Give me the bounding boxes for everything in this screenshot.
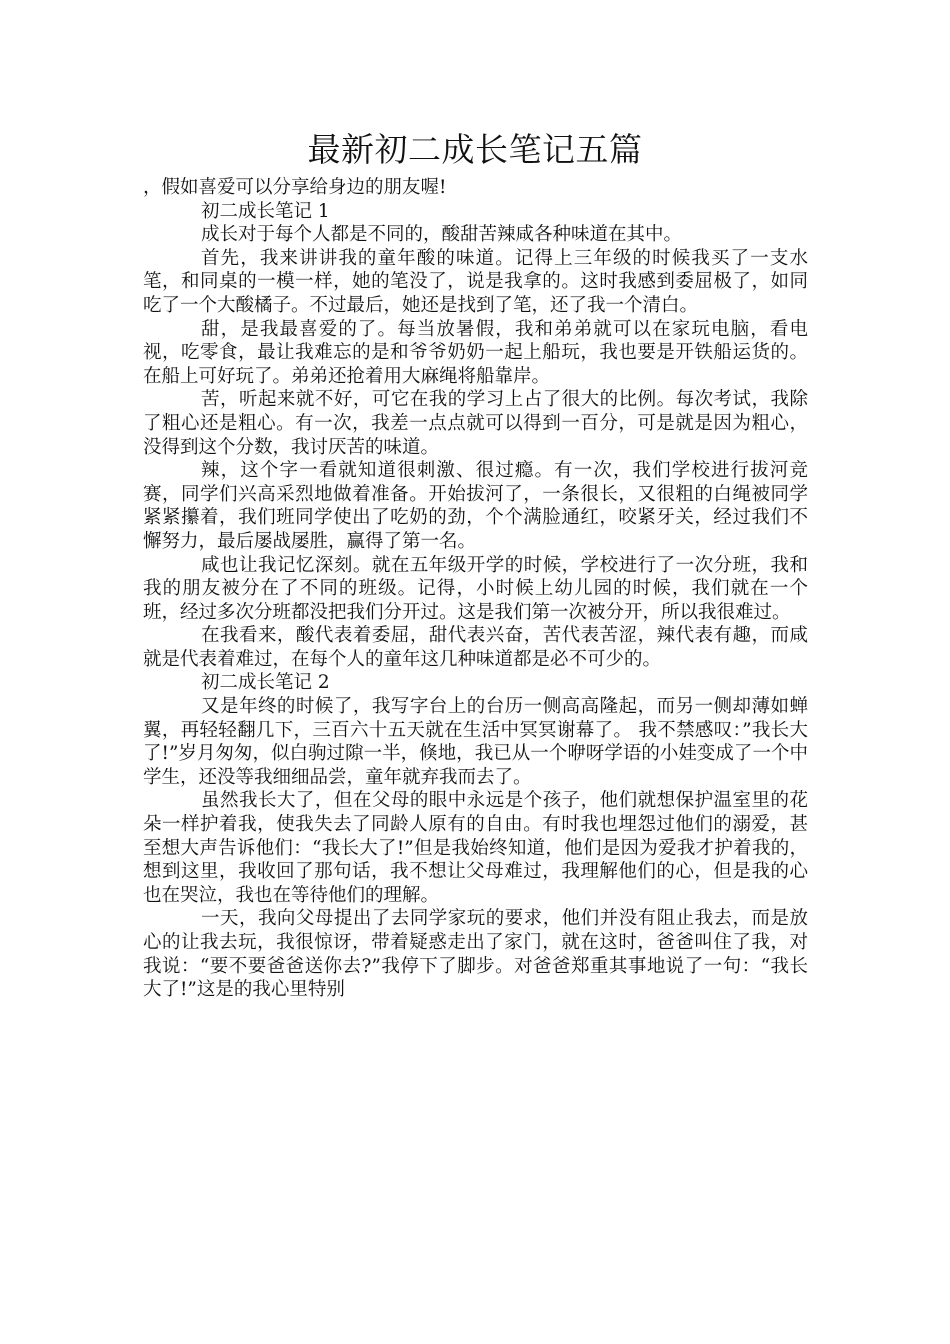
paragraph: 首先，我来讲讲我的童年酸的味道。记得上三年级的时候我买了一支水笔，和同桌的一模一样，她的笔没了，说是我拿的。这时我感到委屈极了，如同吃了一个大酸橘子。不过最后，她还是找到了笔，还了我一个清白。 <box>143 247 808 316</box>
section-heading: 初二成长笔记 1 <box>201 200 330 222</box>
paragraph: 一天，我向父母提出了去同学家玩的要求，他们并没有阻止我去，而是放心的让我去玩，我很惊讶，带着疑惑走出了家门，就在这时，爸爸叫住了我，对我说：“要不要爸爸送你去?”我停下了脚步。对爸爸郑重其事地说了一句：“我长大了!”这是的我心里特别 <box>143 908 808 1001</box>
intro-line: ，假如喜爱可以分享给身边的朋友喔! <box>143 177 447 198</box>
paragraph: 成长对于每个人都是不同的，酸甜苦辣咸各种味道在其中。 <box>201 224 683 246</box>
paragraph: 又是年终的时候了，我写字台上的台历一侧高高隆起，而另一侧却薄如蝉翼，再轻轻翻几下，三百六十五天就在生活中冥冥谢幕了。 我不禁感叹：”我长大了!”岁月匆匆，似白驹过隙一半，倏地，我已从一个咿呀学语的小娃变成了一个中学生，还没等我细细品尝，童年就弃我而去了。 <box>143 696 808 788</box>
paragraph: 辣，这个字一看就知道很刺激、很过瘾。有一次，我们学校进行拔河竞赛，同学们兴高采烈地做着准备。开始拔河了，一条很长，又很粗的白绳被同学紧紧攥着，我们班同学使出了吃奶的劲，个个满脸通红，咬紧牙关，经过我们不懈努力，最后屡战屡胜，赢得了第一名。 <box>143 460 808 552</box>
paragraph: 甜，是我最喜爱的了。每当放暑假，我和弟弟就可以在家玩电脑，看电视，吃零食，最让我难忘的是和爷爷奶奶一起上船玩，我也要是开铁船运货的。在船上可好玩了。弟弟还抢着用大麻绳将船靠岸。 <box>143 318 808 387</box>
section-heading: 初二成长笔记 2 <box>201 672 330 694</box>
document-body <box>143 176 808 1002</box>
document-title: 最新初二成长笔记五篇 <box>307 130 643 169</box>
paragraph: 在我看来，酸代表着委屈，甜代表兴奋，苦代表苦涩，辣代表有趣，而咸就是代表着难过，在每个人的童年这几种味道都是必不可少的。 <box>143 625 808 670</box>
paragraph: 咸也让我记忆深刻。就在五年级开学的时候，学校进行了一次分班，我和我的朋友被分在了不同的班级。记得，小时候上幼儿园的时候，我们就在一个班，经过多次分班都没把我们分开过。这是我们第一次被分开，所以我很难过。 <box>143 554 808 623</box>
paragraph: 苦，听起来就不好，可它在我的学习上占了很大的比例。每次考试，我除了粗心还是粗心。有一次，我差一点点就可以得到一百分，可是就是因为粗心，没得到这个分数，我讨厌苦的味道。 <box>143 389 808 458</box>
paragraph: 虽然我长大了，但在父母的眼中永远是个孩子，他们就想保护温室里的花朵一样护着我，使我失去了同龄人原有的自由。有时我也埋怨过他们的溺爱，甚至想大声告诉他们：“我长大了!”但是我始终知道，他们是因为爱我才护着我的，想到这里，我收回了那句话，我不想让父母难过，我理解他们的心，但是我的心也在哭泣，我也在等待他们的理解。 <box>143 790 808 906</box>
